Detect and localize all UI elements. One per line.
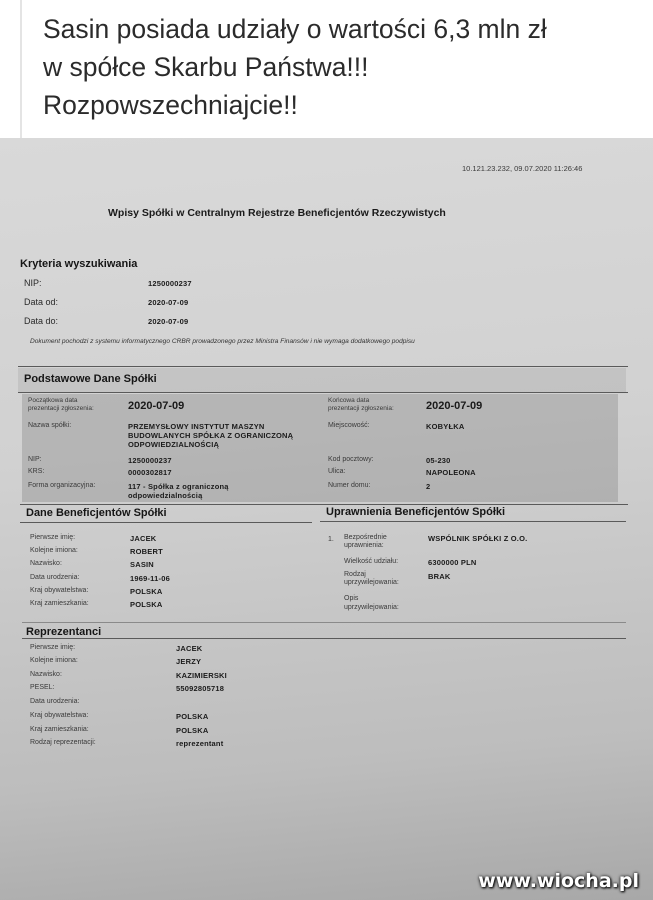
divider <box>22 638 626 639</box>
divider <box>18 366 628 367</box>
postal-code-label: Kod pocztowy: <box>328 456 374 463</box>
print-timestamp: 10.121.23.232, 09.07.2020 11:26:46 <box>462 164 583 173</box>
rep-pesel-value: 55092805718 <box>176 684 225 693</box>
start-date-label-2: prezentacji zgłoszenia: <box>28 405 94 412</box>
start-date-label-1: Początkowa data <box>28 397 78 404</box>
beneficiary-birth-value: 1969-11-06 <box>130 574 170 583</box>
caption-divider <box>20 0 22 138</box>
caption-line: Rozpowszechniajcie!! <box>43 90 298 120</box>
company-name-line-2: BUDOWLANYCH SPÓŁKA Z OGRANICZONĄ <box>128 431 294 440</box>
rep-first-name-label: Pierwsze imię: <box>30 644 76 651</box>
rep-role-label: Rodzaj reprezentacji: <box>30 739 96 746</box>
criteria-date-from-value: 2020-07-09 <box>148 298 189 307</box>
rep-citizenship-label: Kraj obywatelstwa: <box>30 712 89 719</box>
street-label: Ulica: <box>328 468 346 475</box>
beneficiary-first-name-value: JACEK <box>130 534 157 543</box>
beneficiaries-heading: Dane Beneficjentów Spółki <box>26 507 167 519</box>
rep-surname-value: KAZIMIERSKI <box>176 671 227 680</box>
privilege-desc-label-1: Opis <box>344 595 359 602</box>
rep-middle-name-value: JERZY <box>176 657 202 666</box>
caption-line: w spółce Skarbu Państwa!!! <box>43 52 369 82</box>
document-photo <box>0 138 653 900</box>
city-value: KOBYŁKA <box>426 422 465 431</box>
beneficiary-birth-label: Data urodzenia: <box>30 574 80 581</box>
beneficiary-middle-name-label: Kolejne imiona: <box>30 547 78 554</box>
rep-residence-label: Kraj zamieszkania: <box>30 726 89 733</box>
criteria-nip-label: NIP: <box>24 278 42 288</box>
privilege-kind-label-2: uprzywilejowania: <box>344 579 399 586</box>
company-name-label: Nazwa spółki: <box>28 422 72 429</box>
shares-label: Wielkość udziału: <box>344 558 399 565</box>
company-nip-value: 1250000237 <box>128 456 172 465</box>
house-number-value: 2 <box>426 482 431 491</box>
form-value-line-2: odpowiedzialnością <box>128 491 203 500</box>
company-heading: Podstawowe Dane Spółki <box>24 373 157 385</box>
rights-heading: Uprawnienia Beneficjentów Spółki <box>326 506 506 518</box>
form-value-line-1: 117 - Spółka z ograniczoną <box>128 482 229 491</box>
divider <box>320 521 626 522</box>
rep-pesel-label: PESEL: <box>30 684 55 691</box>
rep-citizenship-value: POLSKA <box>176 712 209 721</box>
privilege-kind-label-1: Rodzaj <box>344 571 366 578</box>
beneficiary-surname-value: SASIN <box>130 560 154 569</box>
company-name-line-1: PRZEMYSŁOWY INSTYTUT MASZYN <box>128 422 265 431</box>
rep-role-value: reprezentant <box>176 739 224 748</box>
criteria-date-to-value: 2020-07-09 <box>148 317 189 326</box>
source-note: Dokument pochodzi z systemu informatycznego CRBR prowadzonego przez Ministra Finansów i nie wymaga dodatkowego podpisu <box>30 338 415 345</box>
divider <box>20 504 628 505</box>
divider <box>20 522 312 523</box>
caption-line: Sasin posiada udziały o wartości 6,3 mln zł <box>43 14 547 44</box>
beneficiary-first-name-label: Pierwsze imię: <box>30 534 76 541</box>
beneficiary-citizenship-label: Kraj obywatelstwa: <box>30 587 89 594</box>
criteria-date-to-label: Data do: <box>24 316 59 326</box>
rep-residence-value: POLSKA <box>176 726 209 735</box>
caption-text <box>43 10 633 124</box>
beneficiary-residence-value: POLSKA <box>130 600 163 609</box>
direct-rights-label-2: uprawnienia: <box>344 542 384 549</box>
privilege-kind-value: BRAK <box>428 572 451 581</box>
shares-value: 6300000 PLN <box>428 558 477 567</box>
divider <box>18 392 628 393</box>
document-title: Wpisy Spółki w Centralnym Rejestrze Beneficjentów Rzeczywistych <box>108 207 446 219</box>
beneficiary-middle-name-value: ROBERT <box>130 547 163 556</box>
rights-index: 1. <box>328 536 334 543</box>
street-value: NAPOLEONA <box>426 468 476 477</box>
city-label: Miejscowość: <box>328 422 370 429</box>
rep-birth-label: Data urodzenia: <box>30 698 80 705</box>
krs-value: 0000302817 <box>128 468 172 477</box>
end-date-value: 2020-07-09 <box>426 400 483 412</box>
start-date-value: 2020-07-09 <box>128 400 185 412</box>
company-nip-label: NIP: <box>28 456 42 463</box>
end-date-label-2: prezentacji zgłoszenia: <box>328 405 394 412</box>
direct-rights-label-1: Bezpośrednie <box>344 534 387 541</box>
company-name-line-3: ODPOWIEDZIALNOŚCIĄ <box>128 440 220 449</box>
company-data-shade <box>22 394 618 502</box>
representatives-heading: Reprezentanci <box>26 626 102 638</box>
registry-document <box>0 138 653 900</box>
form-label: Forma organizacyjna: <box>28 482 96 489</box>
house-number-label: Numer domu: <box>328 482 371 489</box>
direct-rights-value: WSPÓLNIK SPÓŁKI Z O.O. <box>428 534 528 543</box>
beneficiary-residence-label: Kraj zamieszkania: <box>30 600 89 607</box>
post-caption <box>0 0 653 138</box>
beneficiary-surname-label: Nazwisko: <box>30 560 62 567</box>
criteria-nip-value: 1250000237 <box>148 279 192 288</box>
divider <box>22 622 626 623</box>
beneficiary-citizenship-value: POLSKA <box>130 587 163 596</box>
rep-first-name-value: JACEK <box>176 644 203 653</box>
criteria-heading: Kryteria wyszukiwania <box>20 258 138 270</box>
rep-middle-name-label: Kolejne imiona: <box>30 657 78 664</box>
rep-surname-label: Nazwisko: <box>30 671 62 678</box>
postal-code-value: 05-230 <box>426 456 451 465</box>
privilege-desc-label-2: uprzywilejowania: <box>344 604 399 611</box>
krs-label: KRS: <box>28 468 45 475</box>
end-date-label-1: Końcowa data <box>328 397 370 404</box>
criteria-date-from-label: Data od: <box>24 297 59 307</box>
site-watermark: www.wiocha.pl <box>478 870 639 892</box>
